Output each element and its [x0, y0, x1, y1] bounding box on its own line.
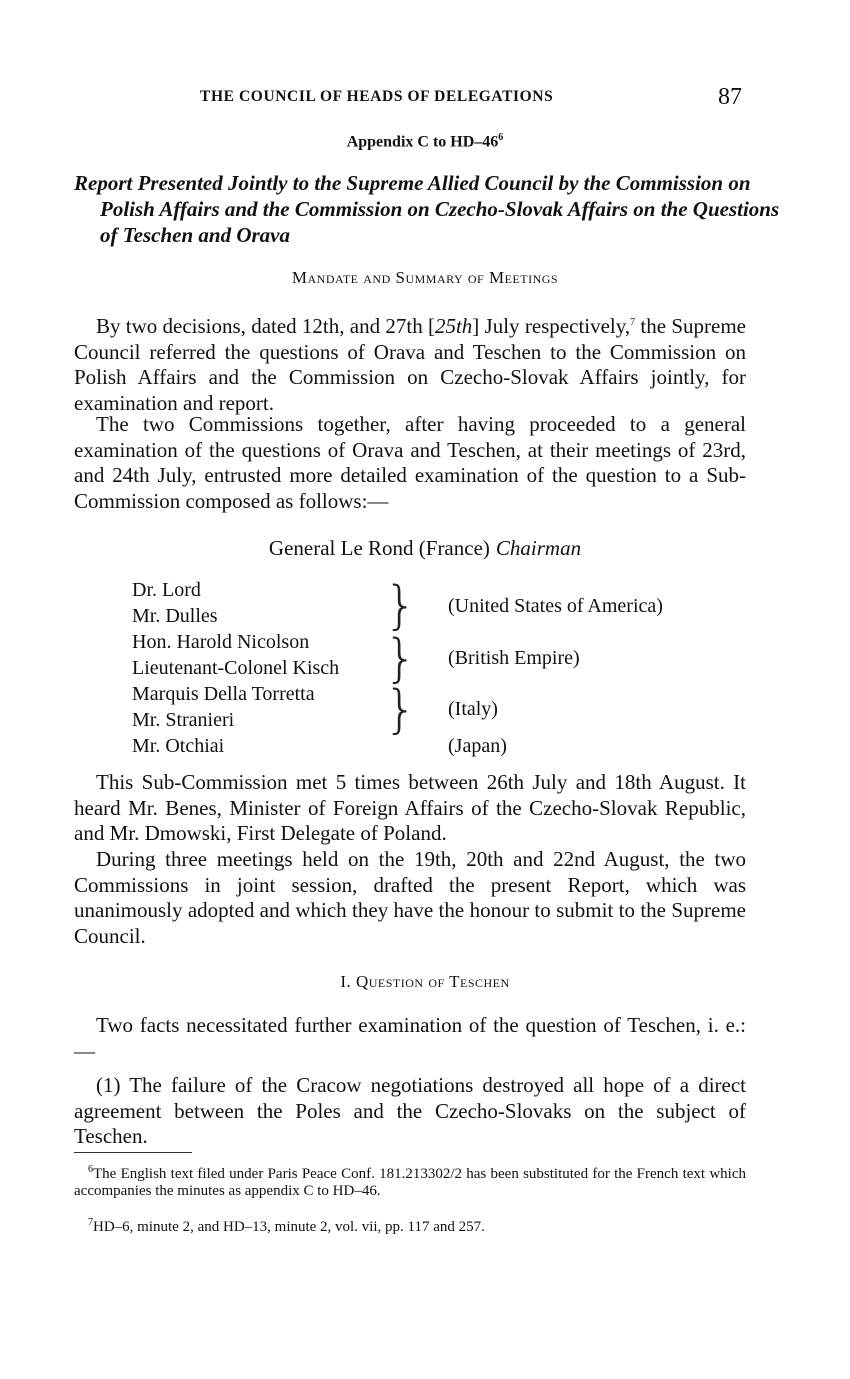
paragraph-decisions-part1: By two decisions, dated 12th, and 27th [: [96, 314, 435, 338]
page-number: 87: [718, 84, 742, 110]
member-nicolson: Hon. Harold Nicolson: [132, 631, 310, 653]
report-title: Report Presented Jointly to the Supreme Allied Council by the Commission on Polish Affairs and the Commission on Czecho-Slovak Affairs on the Questions of Teschen and Orava: [74, 171, 780, 247]
paragraph-joint-session: During three meetings held on the 19th, 20th and 22nd August, the two Commissions in joint session, drafted the present Report, which was unanimously adopted and which they have the honour to submit to the Supreme Council.: [74, 847, 746, 948]
country-british-empire: (British Empire): [448, 647, 580, 669]
brace-british-empire: }: [384, 629, 418, 689]
country-japan: (Japan): [448, 735, 507, 757]
appendix-label-text: Appendix C to HD–46: [346, 133, 499, 151]
paragraph-decisions: [74, 310, 746, 416]
footnote-6: [74, 1161, 746, 1200]
appendix-label: [0, 132, 850, 151]
footnote-7: [74, 1214, 746, 1236]
footnote-ref-7: 7: [630, 317, 636, 328]
member-torretta: Marquis Della Torretta: [132, 683, 315, 705]
running-head: THE COUNCIL OF HEADS OF DELEGATIONS: [200, 88, 554, 105]
paragraph-decisions-italic: 25th: [434, 314, 473, 338]
member-kisch: Lieutenant-Colonel Kisch: [132, 657, 340, 679]
footnote-rule: [74, 1152, 192, 1153]
footnote-7-mark: 7: [88, 1217, 93, 1228]
footnote-6-mark: 6: [88, 1164, 93, 1175]
brace-italy: }: [384, 680, 418, 740]
member-stranieri: Mr. Stranieri: [132, 709, 235, 731]
paragraph-decisions-part2: ] July respectively,: [472, 314, 631, 338]
chairman-role: Chairman: [495, 536, 582, 560]
paragraph-cracow: (1) The failure of the Cracow negotiations destroyed all hope of a direct agreement between the Poles and the Czecho-Slovaks on the subject of Teschen.: [74, 1073, 746, 1148]
chairman-line: [0, 536, 850, 561]
country-united-states: (United States of America): [448, 595, 663, 617]
footnote-7-text: HD–6, minute 2, and HD–13, minute 2, vol. vii, pp. 117 and 257.: [93, 1219, 485, 1235]
section-heading-mandate: Mandate and Summary of Meetings: [291, 268, 559, 287]
chairman-name: General Le Rond (France): [268, 536, 490, 560]
paragraph-decisions-part3: the Supreme Council referred the questions of Orava and Teschen to the Commission on Polish Affairs and the Commission on Czecho-Slovak Affairs jointly, for examination and report.: [74, 314, 746, 415]
paragraph-commissions: The two Commissions together, after having proceeded to a general examination of the questions of Orava and Teschen, at their meetings of 23rd, and 24th July, entrusted more detailed examination of the question to a Sub-Commission composed as follows:—: [74, 412, 746, 513]
brace-united-states: }: [384, 576, 418, 636]
paragraph-sub-commission: This Sub-Commission met 5 times between 26th July and 18th August. It heard Mr. Benes, Minister of Foreign Affairs of the Czecho-Slovak Republic, and Mr. Dmowski, First Delegate of Poland.: [74, 770, 746, 845]
appendix-footnote-ref: 6: [498, 132, 504, 143]
footnote-6-text: The English text filed under Paris Peace Conf. 181.213302/2 has been substituted for the French text which accompanies the minutes as appendix C to HD–46.: [74, 1166, 746, 1199]
paragraph-two-facts: Two facts necessitated further examination of the question of Teschen, i. e.:—: [74, 1013, 746, 1063]
member-lord: Dr. Lord: [132, 579, 201, 601]
country-italy: (Italy): [448, 698, 498, 720]
section-heading-teschen: I. Question of Teschen: [340, 972, 510, 991]
member-otchiai: Mr. Otchiai: [132, 735, 225, 757]
member-dulles: Mr. Dulles: [132, 605, 218, 627]
